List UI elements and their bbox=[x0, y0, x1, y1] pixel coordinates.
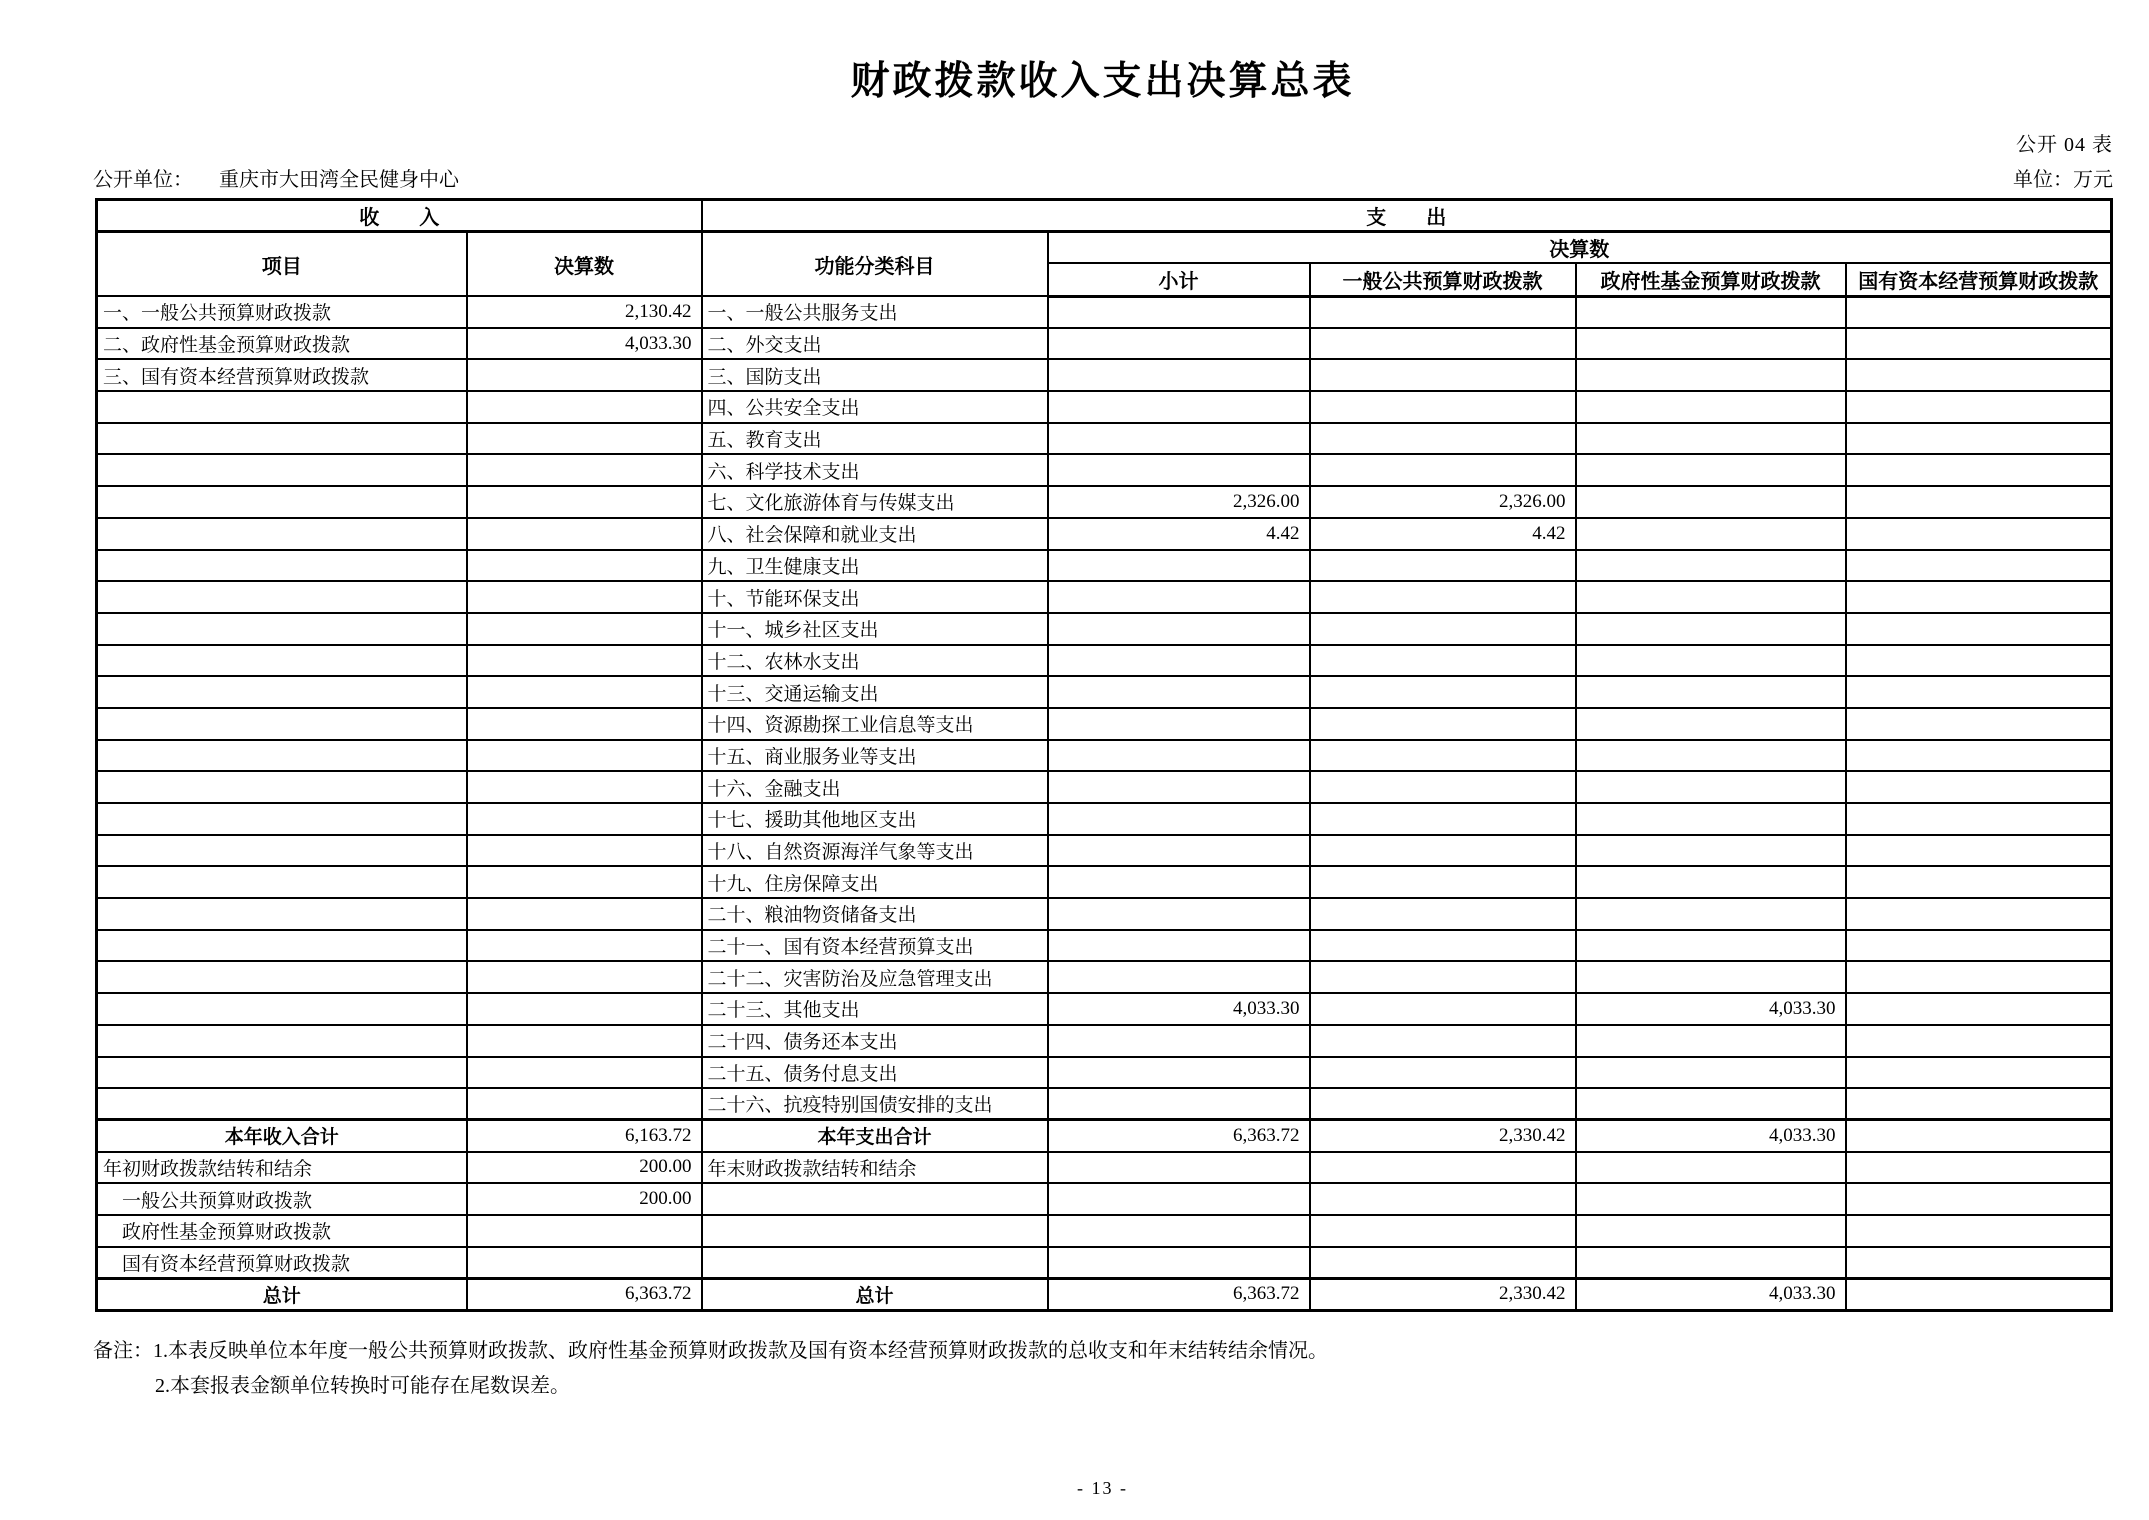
expenditure-fund-budget-cell bbox=[1576, 866, 1846, 898]
expenditure-item-cell: 二十四、债务还本支出 bbox=[702, 1025, 1048, 1057]
expenditure-subtotal-cell bbox=[1048, 296, 1310, 328]
expenditure-capital-budget-cell bbox=[1846, 645, 2112, 677]
table-row bbox=[97, 391, 2112, 423]
expenditure-item-cell: 二十五、债务付息支出 bbox=[702, 1057, 1048, 1089]
form-code-label: 公开 04 表 bbox=[2016, 134, 2113, 156]
expenditure-capital-budget-cell bbox=[1846, 740, 2112, 772]
footnotes bbox=[93, 1334, 1328, 1404]
expenditure-general-budget-cell bbox=[1310, 296, 1576, 328]
expenditure-general-budget-cell bbox=[1310, 803, 1576, 835]
expenditure-general-budget-cell bbox=[1310, 708, 1576, 740]
expenditure-item-cell: 总计 bbox=[702, 1278, 1048, 1310]
expenditure-item-cell: 七、文化旅游体育与传媒支出 bbox=[702, 486, 1048, 518]
expenditure-item-cell: 二十三、其他支出 bbox=[702, 993, 1048, 1025]
expenditure-subtotal-cell: 6,363.72 bbox=[1048, 1120, 1310, 1152]
income-item-cell bbox=[97, 518, 467, 550]
expenditure-fund-budget-cell bbox=[1576, 1183, 1846, 1215]
income-amount-cell bbox=[467, 708, 702, 740]
expenditure-capital-budget-cell bbox=[1846, 328, 2112, 360]
expenditure-fund-budget-cell bbox=[1576, 518, 1846, 550]
expenditure-subtotal-cell bbox=[1048, 676, 1310, 708]
expenditure-capital-budget-cell bbox=[1846, 391, 2112, 423]
expenditure-subtotal-cell bbox=[1048, 454, 1310, 486]
expenditure-capital-budget-cell bbox=[1846, 1152, 2112, 1184]
expenditure-capital-budget-cell bbox=[1846, 1088, 2112, 1120]
expenditure-item-cell: 六、科学技术支出 bbox=[702, 454, 1048, 486]
expenditure-general-budget-cell: 2,330.42 bbox=[1310, 1120, 1576, 1152]
expenditure-capital-budget-cell bbox=[1846, 898, 2112, 930]
expenditure-capital-budget-cell bbox=[1846, 1120, 2112, 1152]
expenditure-fund-budget-cell bbox=[1576, 359, 1846, 391]
table-body bbox=[97, 296, 2112, 1310]
expenditure-item-cell: 本年支出合计 bbox=[702, 1120, 1048, 1152]
table-header-row-sections bbox=[97, 200, 2112, 232]
income-amount-cell bbox=[467, 1057, 702, 1089]
expenditure-subtotal-cell: 6,363.72 bbox=[1048, 1278, 1310, 1310]
expenditure-capital-budget-cell bbox=[1846, 550, 2112, 582]
income-amount-cell bbox=[467, 676, 702, 708]
income-amount-cell bbox=[467, 391, 702, 423]
footnote-line-1: 备注：1.本表反映单位本年度一般公共预算财政拨款、政府性基金预算财政拨款及国有资本经营预算财政拨款的总收支和年末结转结余情况。 bbox=[93, 1340, 1328, 1362]
income-item-cell bbox=[97, 708, 467, 740]
expenditure-capital-budget-cell bbox=[1846, 359, 2112, 391]
table-row bbox=[97, 613, 2112, 645]
expenditure-general-budget-cell bbox=[1310, 1088, 1576, 1120]
header-government-fund-budget: 政府性基金预算财政拨款 bbox=[1576, 263, 1846, 296]
table-row bbox=[97, 1120, 2112, 1152]
table-row bbox=[97, 676, 2112, 708]
expenditure-general-budget-cell bbox=[1310, 328, 1576, 360]
expenditure-general-budget-cell bbox=[1310, 771, 1576, 803]
expenditure-fund-budget-cell bbox=[1576, 708, 1846, 740]
table-row bbox=[97, 771, 2112, 803]
income-amount-cell: 2,130.42 bbox=[467, 296, 702, 328]
expenditure-item-cell: 十八、自然资源海洋气象等支出 bbox=[702, 835, 1048, 867]
expenditure-fund-budget-cell bbox=[1576, 740, 1846, 772]
expenditure-general-budget-cell bbox=[1310, 1152, 1576, 1184]
expenditure-item-cell: 九、卫生健康支出 bbox=[702, 550, 1048, 582]
table-row bbox=[97, 708, 2112, 740]
header-general-public-budget: 一般公共预算财政拨款 bbox=[1310, 263, 1576, 296]
table-row bbox=[97, 835, 2112, 867]
table-row bbox=[97, 550, 2112, 582]
income-amount-cell bbox=[467, 454, 702, 486]
income-amount-cell bbox=[467, 740, 702, 772]
income-item-cell bbox=[97, 771, 467, 803]
expenditure-fund-budget-cell bbox=[1576, 1057, 1846, 1089]
expenditure-subtotal-cell bbox=[1048, 423, 1310, 455]
income-item-cell bbox=[97, 993, 467, 1025]
expenditure-capital-budget-cell bbox=[1846, 1183, 2112, 1215]
income-item-cell: 年初财政拨款结转和结余 bbox=[97, 1152, 467, 1184]
income-amount-cell bbox=[467, 866, 702, 898]
expenditure-capital-budget-cell bbox=[1846, 1215, 2112, 1247]
expenditure-capital-budget-cell bbox=[1846, 518, 2112, 550]
expenditure-fund-budget-cell bbox=[1576, 1247, 1846, 1279]
header-income-section: 收 入 bbox=[97, 200, 702, 232]
expenditure-fund-budget-cell bbox=[1576, 486, 1846, 518]
expenditure-fund-budget-cell bbox=[1576, 550, 1846, 582]
expenditure-general-budget-cell bbox=[1310, 740, 1576, 772]
income-item-cell bbox=[97, 645, 467, 677]
table-row bbox=[97, 1183, 2112, 1215]
expenditure-general-budget-cell bbox=[1310, 961, 1576, 993]
expenditure-item-cell: 十一、城乡社区支出 bbox=[702, 613, 1048, 645]
expenditure-fund-budget-cell bbox=[1576, 898, 1846, 930]
expenditure-general-budget-cell bbox=[1310, 1215, 1576, 1247]
expenditure-fund-budget-cell: 4,033.30 bbox=[1576, 993, 1846, 1025]
income-amount-cell bbox=[467, 613, 702, 645]
income-item-cell bbox=[97, 423, 467, 455]
header-state-capital-budget: 国有资本经营预算财政拨款 bbox=[1846, 263, 2112, 296]
expenditure-subtotal-cell bbox=[1048, 866, 1310, 898]
expenditure-general-budget-cell bbox=[1310, 645, 1576, 677]
table-row bbox=[97, 1215, 2112, 1247]
footnote-line-2: 2.本套报表金额单位转换时可能存在尾数误差。 bbox=[155, 1375, 570, 1397]
income-amount-cell bbox=[467, 993, 702, 1025]
table-row bbox=[97, 359, 2112, 391]
unit-of-measure-label: 单位：万元 bbox=[2013, 169, 2113, 191]
expenditure-subtotal-cell bbox=[1048, 328, 1310, 360]
expenditure-item-cell: 十七、援助其他地区支出 bbox=[702, 803, 1048, 835]
income-amount-cell bbox=[467, 518, 702, 550]
income-item-cell bbox=[97, 740, 467, 772]
expenditure-item-cell: 十四、资源勘探工业信息等支出 bbox=[702, 708, 1048, 740]
table-row bbox=[97, 518, 2112, 550]
income-amount-cell: 6,363.72 bbox=[467, 1278, 702, 1310]
expenditure-capital-budget-cell bbox=[1846, 1057, 2112, 1089]
income-amount-cell bbox=[467, 581, 702, 613]
header-functional-subject: 功能分类科目 bbox=[702, 232, 1048, 297]
income-amount-cell: 4,033.30 bbox=[467, 328, 702, 360]
expenditure-capital-budget-cell bbox=[1846, 708, 2112, 740]
expenditure-fund-budget-cell bbox=[1576, 835, 1846, 867]
income-item-cell bbox=[97, 676, 467, 708]
table-row bbox=[97, 1247, 2112, 1279]
table-row bbox=[97, 993, 2112, 1025]
table-header-row-groups bbox=[97, 232, 2112, 264]
expenditure-subtotal-cell bbox=[1048, 803, 1310, 835]
income-item-cell: 一般公共预算财政拨款 bbox=[97, 1183, 467, 1215]
income-item-cell bbox=[97, 835, 467, 867]
table-row bbox=[97, 581, 2112, 613]
expenditure-capital-budget-cell bbox=[1846, 771, 2112, 803]
publisher-label: 公开单位： bbox=[93, 169, 193, 191]
expenditure-general-budget-cell bbox=[1310, 866, 1576, 898]
income-item-cell bbox=[97, 486, 467, 518]
expenditure-general-budget-cell bbox=[1310, 993, 1576, 1025]
expenditure-item-cell: 十九、住房保障支出 bbox=[702, 866, 1048, 898]
income-item-cell bbox=[97, 1057, 467, 1089]
income-item-cell: 三、国有资本经营预算财政拨款 bbox=[97, 359, 467, 391]
expenditure-general-budget-cell bbox=[1310, 359, 1576, 391]
expenditure-capital-budget-cell bbox=[1846, 961, 2112, 993]
expenditure-item-cell: 二、外交支出 bbox=[702, 328, 1048, 360]
expenditure-fund-budget-cell bbox=[1576, 930, 1846, 962]
income-amount-cell bbox=[467, 1215, 702, 1247]
table-row bbox=[97, 866, 2112, 898]
expenditure-general-budget-cell bbox=[1310, 454, 1576, 486]
income-item-cell bbox=[97, 581, 467, 613]
expenditure-item-cell: 三、国防支出 bbox=[702, 359, 1048, 391]
income-item-cell bbox=[97, 930, 467, 962]
expenditure-general-budget-cell bbox=[1310, 581, 1576, 613]
expenditure-subtotal-cell bbox=[1048, 645, 1310, 677]
income-item-cell bbox=[97, 1025, 467, 1057]
expenditure-subtotal-cell: 2,326.00 bbox=[1048, 486, 1310, 518]
expenditure-fund-budget-cell bbox=[1576, 771, 1846, 803]
expenditure-general-budget-cell bbox=[1310, 1025, 1576, 1057]
income-amount-cell bbox=[467, 645, 702, 677]
expenditure-capital-budget-cell bbox=[1846, 454, 2112, 486]
header-income-item: 项目 bbox=[97, 232, 467, 297]
expenditure-subtotal-cell bbox=[1048, 1215, 1310, 1247]
expenditure-item-cell: 十六、金融支出 bbox=[702, 771, 1048, 803]
expenditure-capital-budget-cell bbox=[1846, 296, 2112, 328]
expenditure-item-cell: 十、节能环保支出 bbox=[702, 581, 1048, 613]
table-row bbox=[97, 1025, 2112, 1057]
expenditure-subtotal-cell bbox=[1048, 930, 1310, 962]
income-item-cell: 本年收入合计 bbox=[97, 1120, 467, 1152]
income-item-cell: 政府性基金预算财政拨款 bbox=[97, 1215, 467, 1247]
expenditure-fund-budget-cell bbox=[1576, 423, 1846, 455]
income-amount-cell: 6,163.72 bbox=[467, 1120, 702, 1152]
table-row bbox=[97, 1278, 2112, 1310]
expenditure-item-cell: 十三、交通运输支出 bbox=[702, 676, 1048, 708]
expenditure-capital-budget-cell bbox=[1846, 676, 2112, 708]
expenditure-subtotal-cell bbox=[1048, 961, 1310, 993]
expenditure-subtotal-cell bbox=[1048, 898, 1310, 930]
expenditure-general-budget-cell: 4.42 bbox=[1310, 518, 1576, 550]
table-row bbox=[97, 1152, 2112, 1184]
expenditure-item-cell: 二十六、抗疫特别国债安排的支出 bbox=[702, 1088, 1048, 1120]
table-row bbox=[97, 898, 2112, 930]
income-amount-cell bbox=[467, 961, 702, 993]
expenditure-fund-budget-cell bbox=[1576, 961, 1846, 993]
expenditure-fund-budget-cell bbox=[1576, 803, 1846, 835]
expenditure-general-budget-cell bbox=[1310, 391, 1576, 423]
income-amount-cell bbox=[467, 771, 702, 803]
expenditure-capital-budget-cell bbox=[1846, 1247, 2112, 1279]
expenditure-capital-budget-cell bbox=[1846, 835, 2112, 867]
header-expenditure-final-amount: 决算数 bbox=[1048, 232, 2112, 264]
expenditure-capital-budget-cell bbox=[1846, 1025, 2112, 1057]
expenditure-subtotal-cell bbox=[1048, 1247, 1310, 1279]
expenditure-fund-budget-cell bbox=[1576, 1152, 1846, 1184]
expenditure-general-budget-cell: 2,330.42 bbox=[1310, 1278, 1576, 1310]
table-row bbox=[97, 328, 2112, 360]
income-item-cell bbox=[97, 613, 467, 645]
fiscal-appropriation-summary-table bbox=[95, 198, 2113, 1312]
publisher-name: 重庆市大田湾全民健身中心 bbox=[219, 169, 459, 191]
income-item-cell bbox=[97, 898, 467, 930]
income-item-cell bbox=[97, 1088, 467, 1120]
income-item-cell bbox=[97, 866, 467, 898]
expenditure-fund-budget-cell bbox=[1576, 581, 1846, 613]
expenditure-capital-budget-cell bbox=[1846, 613, 2112, 645]
table-row bbox=[97, 803, 2112, 835]
expenditure-general-budget-cell bbox=[1310, 1057, 1576, 1089]
expenditure-capital-budget-cell bbox=[1846, 581, 2112, 613]
expenditure-fund-budget-cell bbox=[1576, 328, 1846, 360]
header-expenditure-section: 支 出 bbox=[702, 200, 2112, 232]
income-amount-cell: 200.00 bbox=[467, 1183, 702, 1215]
expenditure-item-cell: 八、社会保障和就业支出 bbox=[702, 518, 1048, 550]
income-item-cell bbox=[97, 391, 467, 423]
expenditure-subtotal-cell bbox=[1048, 1088, 1310, 1120]
income-amount-cell bbox=[467, 423, 702, 455]
income-amount-cell bbox=[467, 898, 702, 930]
expenditure-item-cell: 二十、粮油物资储备支出 bbox=[702, 898, 1048, 930]
expenditure-subtotal-cell bbox=[1048, 359, 1310, 391]
expenditure-capital-budget-cell bbox=[1846, 993, 2112, 1025]
income-item-cell: 二、政府性基金预算财政拨款 bbox=[97, 328, 467, 360]
expenditure-item-cell: 五、教育支出 bbox=[702, 423, 1048, 455]
expenditure-subtotal-cell bbox=[1048, 1025, 1310, 1057]
expenditure-subtotal-cell: 4,033.30 bbox=[1048, 993, 1310, 1025]
expenditure-fund-budget-cell bbox=[1576, 676, 1846, 708]
income-item-cell bbox=[97, 454, 467, 486]
expenditure-item-cell bbox=[702, 1247, 1048, 1279]
expenditure-subtotal-cell bbox=[1048, 550, 1310, 582]
income-amount-cell bbox=[467, 835, 702, 867]
expenditure-subtotal-cell bbox=[1048, 1152, 1310, 1184]
income-amount-cell bbox=[467, 1088, 702, 1120]
table-row bbox=[97, 423, 2112, 455]
expenditure-fund-budget-cell bbox=[1576, 1025, 1846, 1057]
page-title: 财政拨款收入支出决算总表 bbox=[850, 60, 1355, 103]
expenditure-subtotal-cell: 4.42 bbox=[1048, 518, 1310, 550]
table-row bbox=[97, 961, 2112, 993]
income-amount-cell bbox=[467, 803, 702, 835]
expenditure-fund-budget-cell bbox=[1576, 454, 1846, 486]
income-amount-cell bbox=[467, 930, 702, 962]
table-row bbox=[97, 930, 2112, 962]
table-row bbox=[97, 1057, 2112, 1089]
expenditure-capital-budget-cell bbox=[1846, 866, 2112, 898]
expenditure-item-cell: 十五、商业服务业等支出 bbox=[702, 740, 1048, 772]
expenditure-item-cell: 四、公共安全支出 bbox=[702, 391, 1048, 423]
income-item-cell bbox=[97, 961, 467, 993]
expenditure-capital-budget-cell bbox=[1846, 1278, 2112, 1310]
expenditure-capital-budget-cell bbox=[1846, 803, 2112, 835]
table-row bbox=[97, 1088, 2112, 1120]
income-item-cell: 一、一般公共预算财政拨款 bbox=[97, 296, 467, 328]
expenditure-capital-budget-cell bbox=[1846, 486, 2112, 518]
income-amount-cell bbox=[467, 486, 702, 518]
expenditure-fund-budget-cell bbox=[1576, 296, 1846, 328]
expenditure-fund-budget-cell bbox=[1576, 391, 1846, 423]
expenditure-item-cell: 年末财政拨款结转和结余 bbox=[702, 1152, 1048, 1184]
income-amount-cell bbox=[467, 359, 702, 391]
table-row bbox=[97, 486, 2112, 518]
expenditure-general-budget-cell: 2,326.00 bbox=[1310, 486, 1576, 518]
expenditure-item-cell: 二十二、灾害防治及应急管理支出 bbox=[702, 961, 1048, 993]
income-item-cell: 国有资本经营预算财政拨款 bbox=[97, 1247, 467, 1279]
expenditure-fund-budget-cell bbox=[1576, 1215, 1846, 1247]
expenditure-item-cell bbox=[702, 1215, 1048, 1247]
income-item-cell: 总计 bbox=[97, 1278, 467, 1310]
expenditure-subtotal-cell bbox=[1048, 391, 1310, 423]
expenditure-item-cell: 一、一般公共服务支出 bbox=[702, 296, 1048, 328]
header-subtotal: 小计 bbox=[1048, 263, 1310, 296]
table-row bbox=[97, 740, 2112, 772]
expenditure-general-budget-cell bbox=[1310, 550, 1576, 582]
expenditure-capital-budget-cell bbox=[1846, 423, 2112, 455]
expenditure-general-budget-cell bbox=[1310, 835, 1576, 867]
income-amount-cell bbox=[467, 550, 702, 582]
income-item-cell bbox=[97, 550, 467, 582]
header-income-final-amount: 决算数 bbox=[467, 232, 702, 297]
expenditure-general-budget-cell bbox=[1310, 423, 1576, 455]
expenditure-general-budget-cell bbox=[1310, 676, 1576, 708]
expenditure-general-budget-cell bbox=[1310, 613, 1576, 645]
expenditure-subtotal-cell bbox=[1048, 835, 1310, 867]
expenditure-fund-budget-cell: 4,033.30 bbox=[1576, 1120, 1846, 1152]
income-item-cell bbox=[97, 803, 467, 835]
expenditure-subtotal-cell bbox=[1048, 708, 1310, 740]
expenditure-subtotal-cell bbox=[1048, 613, 1310, 645]
expenditure-subtotal-cell bbox=[1048, 1057, 1310, 1089]
expenditure-fund-budget-cell bbox=[1576, 613, 1846, 645]
expenditure-subtotal-cell bbox=[1048, 1183, 1310, 1215]
expenditure-item-cell: 二十一、国有资本经营预算支出 bbox=[702, 930, 1048, 962]
expenditure-capital-budget-cell bbox=[1846, 930, 2112, 962]
expenditure-item-cell bbox=[702, 1183, 1048, 1215]
expenditure-subtotal-cell bbox=[1048, 740, 1310, 772]
expenditure-general-budget-cell bbox=[1310, 898, 1576, 930]
expenditure-fund-budget-cell bbox=[1576, 1088, 1846, 1120]
expenditure-subtotal-cell bbox=[1048, 581, 1310, 613]
expenditure-item-cell: 十二、农林水支出 bbox=[702, 645, 1048, 677]
table-row bbox=[97, 645, 2112, 677]
expenditure-general-budget-cell bbox=[1310, 1247, 1576, 1279]
expenditure-fund-budget-cell: 4,033.30 bbox=[1576, 1278, 1846, 1310]
table-row bbox=[97, 454, 2112, 486]
income-amount-cell: 200.00 bbox=[467, 1152, 702, 1184]
document-info-line bbox=[93, 163, 2113, 191]
table-row bbox=[97, 296, 2112, 328]
income-amount-cell bbox=[467, 1025, 702, 1057]
income-amount-cell bbox=[467, 1247, 702, 1279]
page-number: - 13 - bbox=[1077, 1478, 1128, 1498]
expenditure-fund-budget-cell bbox=[1576, 645, 1846, 677]
expenditure-general-budget-cell bbox=[1310, 930, 1576, 962]
expenditure-general-budget-cell bbox=[1310, 1183, 1576, 1215]
expenditure-subtotal-cell bbox=[1048, 771, 1310, 803]
